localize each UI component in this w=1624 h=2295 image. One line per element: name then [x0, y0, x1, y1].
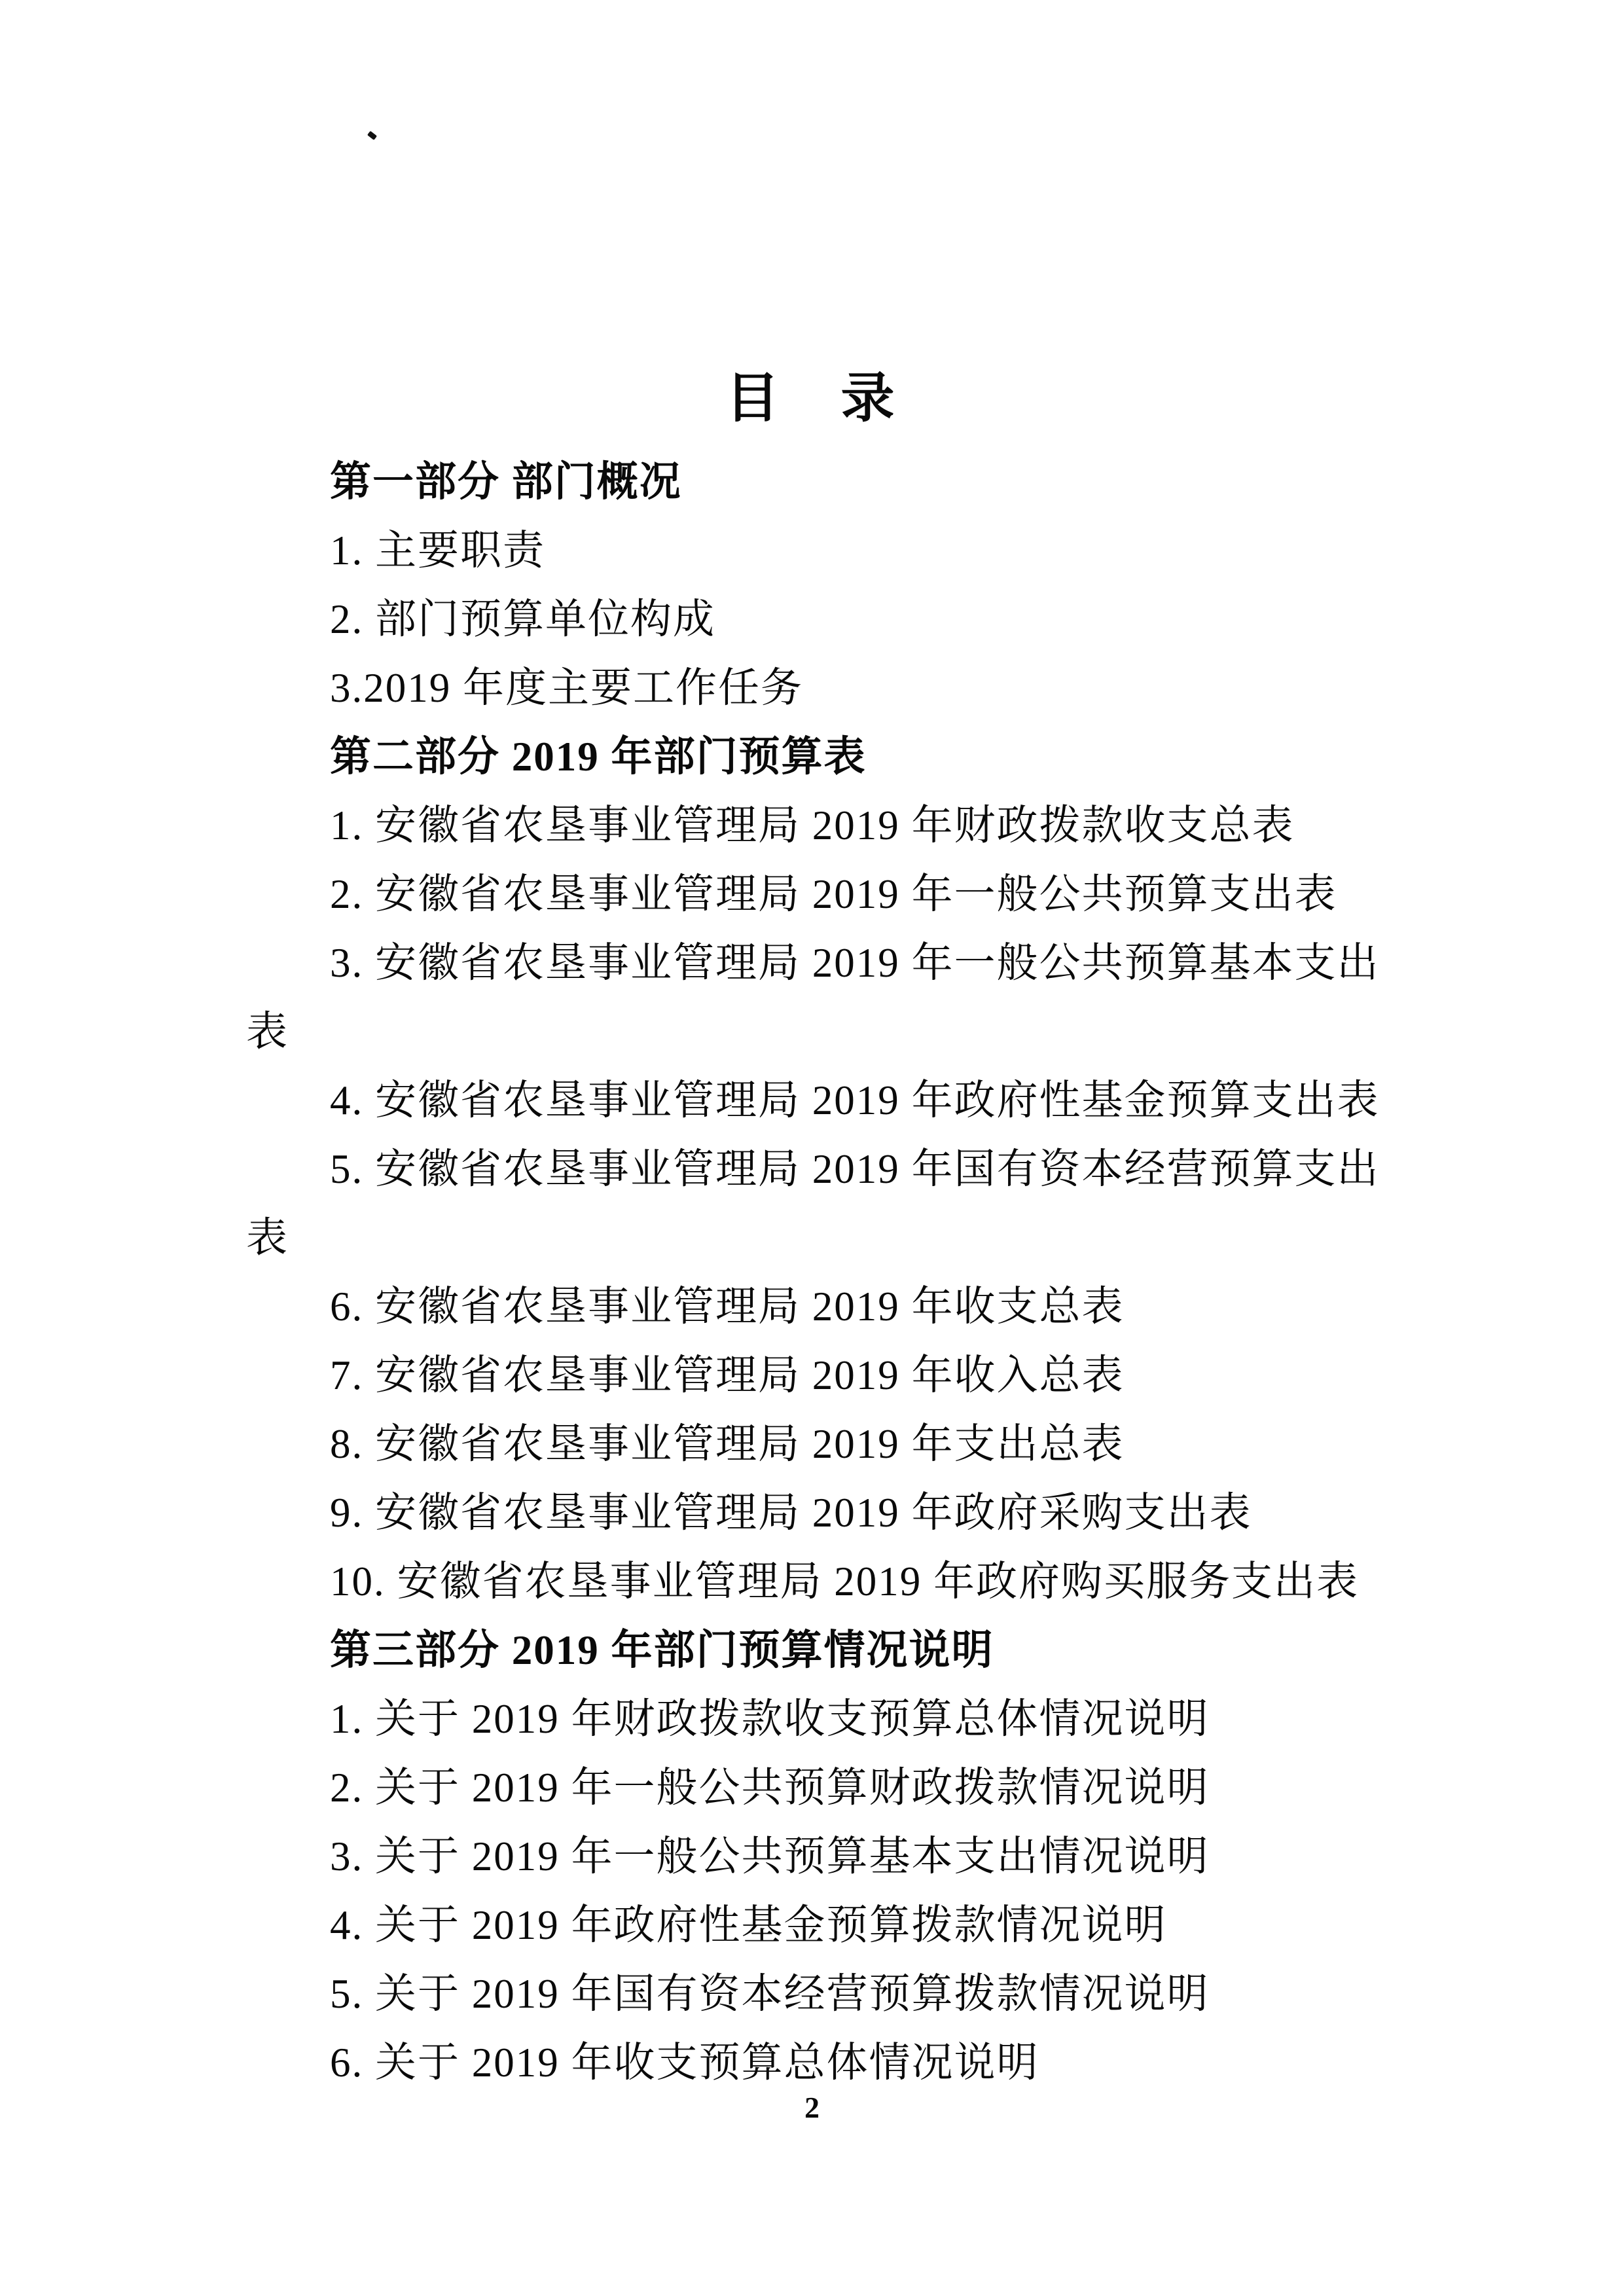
- toc-item: 6. 安徽省农垦事业管理局 2019 年收支总表: [330, 1284, 1125, 1329]
- toc-item: 3. 安徽省农垦事业管理局 2019 年一般公共预算基本支出: [330, 940, 1380, 986]
- toc-section-heading-3: 第三部分 2019 年部门预算情况说明: [330, 1627, 994, 1673]
- toc-item: 5. 安徽省农垦事业管理局 2019 年国有资本经营预算支出: [330, 1146, 1380, 1192]
- toc-list: [246, 448, 1380, 2097]
- toc-item-continuation: 表: [246, 1009, 289, 1055]
- toc-section-heading-1: 第一部分 部门概况: [330, 459, 682, 505]
- toc-item: 1. 主要职责: [330, 528, 545, 573]
- page-number: 2: [804, 2091, 820, 2124]
- toc-item: 4. 安徽省农垦事业管理局 2019 年政府性基金预算支出表: [330, 1077, 1380, 1123]
- toc-item: 6. 关于 2019 年收支预算总体情况说明: [330, 2040, 1039, 2086]
- toc-item: 7. 安徽省农垦事业管理局 2019 年收入总表: [330, 1352, 1125, 1398]
- toc-item: 4. 关于 2019 年政府性基金预算拨款情况说明: [330, 1902, 1167, 1948]
- toc-item: 3. 关于 2019 年一般公共预算基本支出情况说明: [330, 1834, 1210, 1879]
- toc-item: 2. 部门预算单位构成: [330, 596, 715, 642]
- toc-item-continuation: 表: [246, 1215, 289, 1261]
- toc-item: 9. 安徽省农垦事业管理局 2019 年政府采购支出表: [330, 1490, 1252, 1536]
- toc-item: 3.2019 年度主要工作任务: [330, 665, 803, 711]
- toc-item: 10. 安徽省农垦事业管理局 2019 年政府购买服务支出表: [330, 1559, 1359, 1604]
- scan-artifact-dot: [367, 131, 377, 140]
- toc-item: 1. 关于 2019 年财政拨款收支预算总体情况说明: [330, 1696, 1210, 1742]
- toc-item: 5. 关于 2019 年国有资本经营预算拨款情况说明: [330, 1971, 1210, 2017]
- toc-item: 1. 安徽省农垦事业管理局 2019 年财政拨款收支总表: [330, 803, 1295, 848]
- toc-item: 8. 安徽省农垦事业管理局 2019 年支出总表: [330, 1421, 1125, 1467]
- toc-section-heading-2: 第二部分 2019 年部门预算表: [330, 734, 867, 780]
- toc-item: 2. 关于 2019 年一般公共预算财政拨款情况说明: [330, 1765, 1210, 1811]
- page-title: 目 录: [725, 369, 899, 428]
- toc-item: 2. 安徽省农垦事业管理局 2019 年一般公共预算支出表: [330, 871, 1337, 917]
